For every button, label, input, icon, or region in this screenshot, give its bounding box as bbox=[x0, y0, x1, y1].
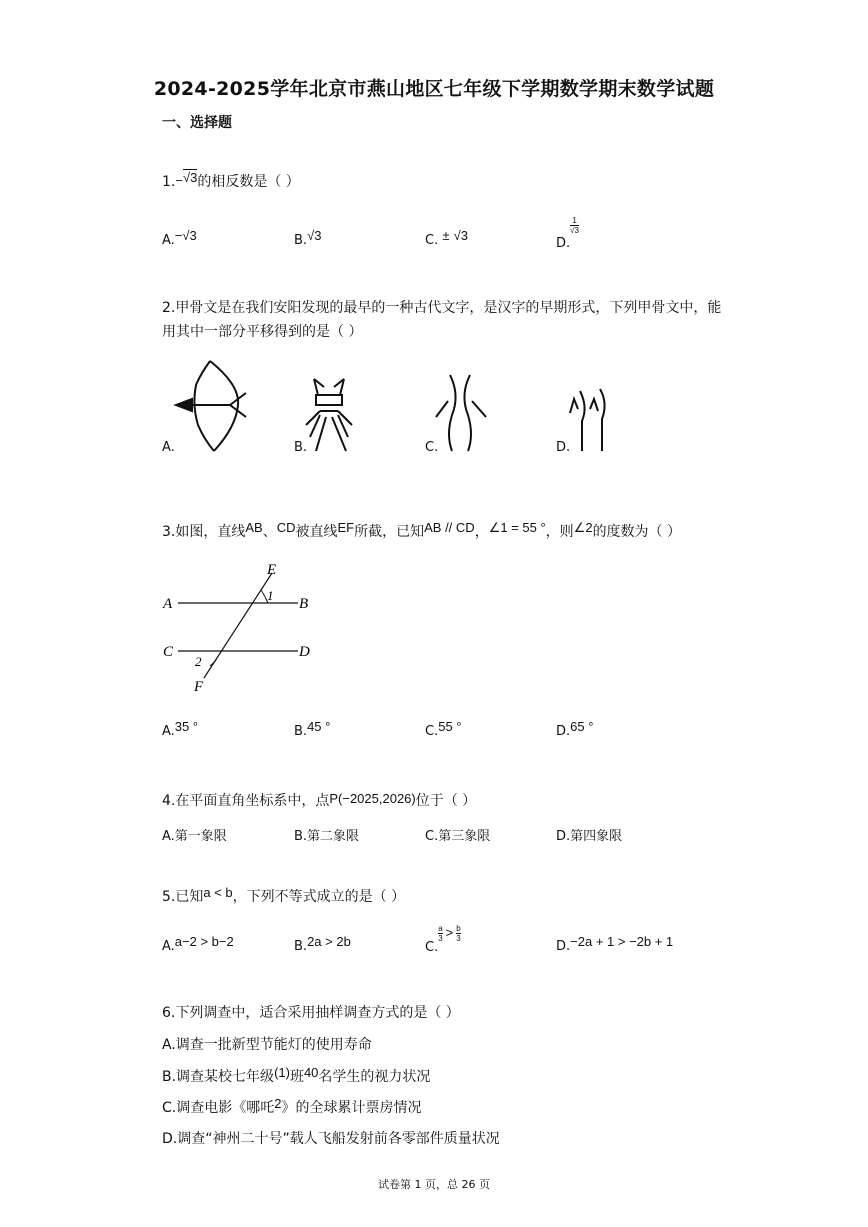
q1-option-b[interactable]: B.√3 bbox=[294, 228, 322, 248]
q3-figure bbox=[160, 558, 320, 698]
q6-option-b[interactable]: B.调查某校七年级(1)班40名学生的视力状况 bbox=[162, 1065, 431, 1085]
q3-option-c[interactable]: C.55 ° bbox=[425, 719, 462, 739]
page-title: 2024-2025学年北京市燕山地区七年级下学期数学期末数学试题 bbox=[153, 78, 715, 100]
q2-option-d[interactable]: D. bbox=[556, 440, 571, 455]
q5-option-b[interactable]: B.2a > 2b bbox=[294, 934, 351, 954]
q2-option-a[interactable]: A. bbox=[162, 440, 175, 455]
question-1 bbox=[162, 170, 300, 194]
question-6: 6.下列调查中，适合采用抽样调查方式的是（ ） bbox=[162, 1005, 460, 1021]
section-heading: 一、选择题 bbox=[162, 115, 232, 131]
q3-option-b[interactable]: B.45 ° bbox=[294, 719, 331, 739]
q1-option-a[interactable]: A.−√3 bbox=[162, 228, 197, 248]
q1-option-d[interactable]: D. $\frac{1}{√3}$ bbox=[556, 216, 579, 251]
q3-option-d[interactable]: D.65 ° bbox=[556, 719, 594, 739]
q4-option-d[interactable]: D.第四象限 bbox=[556, 829, 623, 844]
question-5: 5.已知a < b，下列不等式成立的是（ ） bbox=[162, 885, 406, 905]
oracle-glyph-c[interactable] bbox=[436, 375, 486, 451]
q3-option-a[interactable]: A.35 ° bbox=[162, 719, 199, 739]
label-a: A bbox=[163, 596, 173, 612]
label-e: E bbox=[267, 562, 277, 578]
oracle-glyph-b[interactable] bbox=[306, 379, 352, 451]
q6-option-c[interactable]: C.调查电影《哪吒2》的全球累计票房情况 bbox=[162, 1096, 422, 1116]
oracle-glyph-d[interactable] bbox=[570, 389, 605, 451]
q4-option-a[interactable]: A.第一象限 bbox=[162, 829, 227, 844]
q5-option-c[interactable]: C. $\frac{a}{3}$ > $\frac{b}{3}$ bbox=[425, 924, 461, 955]
angle-2-arc bbox=[210, 658, 217, 666]
q1-number: 1. bbox=[162, 174, 176, 190]
q5-option-a[interactable]: A.a−2 > b−2 bbox=[162, 934, 234, 954]
question-4: 4.在平面直角坐标系中，点P(−2025,2026)位于（ ） bbox=[162, 791, 477, 809]
q2-figures bbox=[170, 355, 610, 455]
q1-text: 的相反数是（ ） bbox=[197, 174, 300, 190]
oracle-glyph-a[interactable] bbox=[176, 361, 246, 451]
label-d: D bbox=[299, 644, 310, 660]
label-c: C bbox=[163, 644, 174, 660]
q1-sign: − bbox=[175, 173, 183, 188]
q6-option-a[interactable]: A.调查一批新型节能灯的使用寿命 bbox=[162, 1037, 372, 1053]
q1-option-c[interactable]: C. ± √3 bbox=[425, 228, 469, 248]
q2-option-b[interactable]: B. bbox=[294, 440, 308, 455]
question-2: 2.甲骨文是在我们安阳发现的最早的一种古代文字，是汉字的早期形式，下列甲骨文中，能用其中一部分平移得到的是（ ） bbox=[162, 300, 722, 340]
label-f: F bbox=[194, 679, 204, 695]
q2-option-c[interactable]: C. bbox=[425, 440, 439, 455]
q1-radical: √3 bbox=[182, 170, 198, 185]
page-footer: 试卷第 1 页，总 26 页 bbox=[378, 1178, 490, 1191]
label-angle-2: 2 bbox=[195, 654, 202, 669]
label-b: B bbox=[299, 596, 309, 612]
q6-option-d[interactable]: D.调查“神州二十号”载人飞船发射前各零部件质量状况 bbox=[162, 1131, 500, 1147]
label-angle-1: 1 bbox=[267, 588, 274, 603]
q4-option-c[interactable]: C.第三象限 bbox=[425, 829, 491, 844]
q4-option-b[interactable]: B.第二象限 bbox=[294, 829, 360, 844]
question-3: 3.如图，直线AB、CD被直线EF所截，已知AB // CD，∠1 = 55 °，则∠2的度数为（ ） bbox=[162, 520, 682, 540]
q5-option-d[interactable]: D.−2a + 1 > −2b + 1 bbox=[556, 934, 674, 954]
